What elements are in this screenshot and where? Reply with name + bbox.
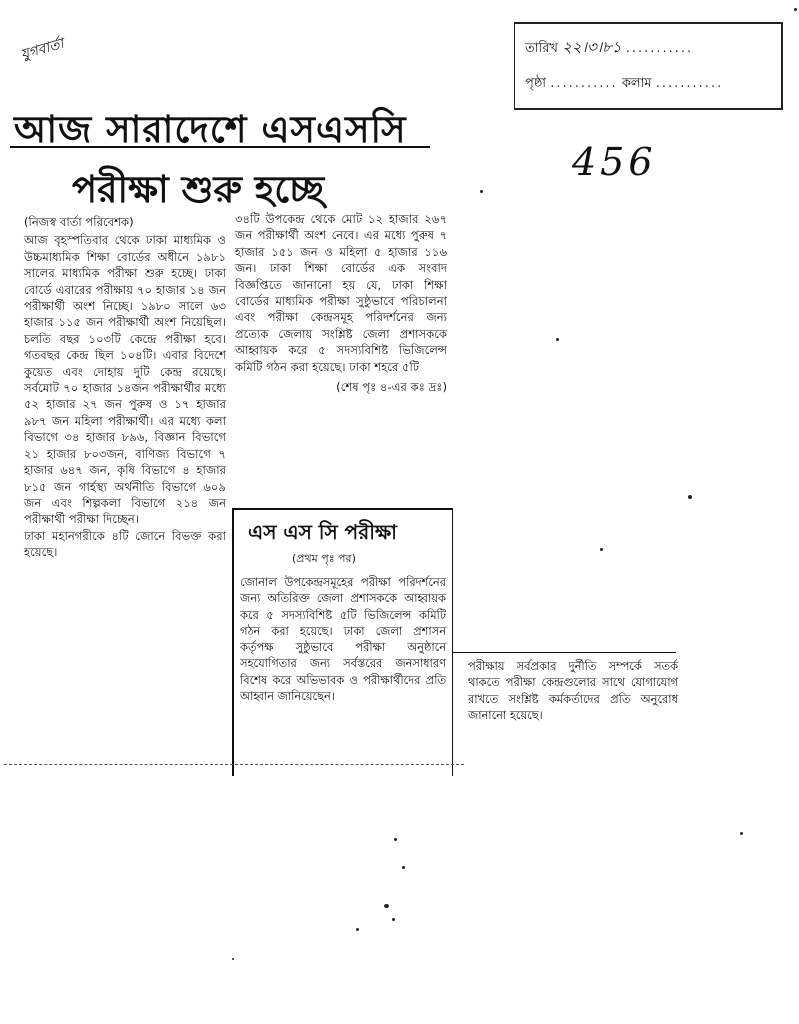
scan-speck	[394, 838, 397, 841]
continuation-box	[232, 508, 453, 776]
stamp-column-label: কলাম	[621, 76, 652, 91]
byline: (নিজস্ব বার্তা পরিবেশক)	[24, 215, 134, 229]
stamp-date-line	[525, 36, 693, 61]
column-4-divider	[452, 652, 676, 653]
continuation-title: এস এস সি পরীক্ষা	[248, 520, 397, 544]
headline-line-2: পরীক্ষা শুরু হচ্ছে	[72, 168, 325, 211]
reference-number: 456	[572, 140, 657, 184]
continued-note: (শেষ পৃঃ ৪-এর কঃ দ্রঃ)	[336, 380, 447, 395]
stamp-dots: ...........	[550, 76, 618, 91]
scan-speck	[480, 190, 483, 193]
scan-speck	[392, 918, 395, 921]
column-2-body: ৩৪টি উপকেন্দ্র থেকে মোট ১২ হাজার ২৬৭ জন পরীক্ষার্থী অংশ নেবে। এর মধ্যে পুরুষ ৭ হাজার ১৫১ জন ও মহিলা ৫ হাজার ১১৬ জন। ঢাকা শিক্ষা বোর্ডের এক সংবাদ বিজ্ঞপ্তিতে জানানো হয় যে, ঢাকা শিক্ষা বোর্ডের মাধ্যমিক পরীক্ষা সুষ্ঠুভাবে পরিচালনা এবং পরীক্ষা কেন্দ্রসমূহ পরিদর্শনের জন্য প্রত্যেক জেলায় সংশ্লিষ্ট জেলা প্রশাসককে আহ্বায়ক করে ৫ সদস্যবিশিষ্ট ভিজিলেন্স কমিটি গঠন করা হয়েছে। ঢাকা শহরে ৫টি	[235, 212, 447, 374]
column-4-body: পরীক্ষায় সর্বপ্রকার দুর্নীতি সম্পর্কে সতর্ক থাকতে পরীক্ষা কেন্দ্রগুলোর সাথে যোগাযোগ রাখতে সংশ্লিষ্ট কর্মকর্তাদের প্রতি অনুরোধ জানানো হয়েছে।	[468, 659, 678, 722]
article-column-4	[468, 658, 678, 723]
column-1-body: আজ বৃহস্পতিবার থেকে ঢাকা মাধ্যমিক ও উচ্চমাধ্যমিক শিক্ষা বোর্ডের অধীনে ১৯৮১ সালের মাধ্যমিক পরীক্ষা শুরু হচ্ছে। ঢাকা বোর্ডে এবারের পরীক্ষায় ৭০ হাজার ১৪ জন পরীক্ষার্থী অংশ নিচ্ছে। ১৯৮০ সালে ৬৩ হাজার ১১৫ জন পরীক্ষার্থী অংশ নিয়েছিল। চলতি বছর ১০৩টি কেন্দ্রে পরীক্ষা হবে। গতবছর কেন্দ্র ছিল ১০৪টি। এবার বিদেশে কুয়েত এবং দোহায় দুটি কেন্দ্র রয়েছে। সর্বমোট ৭০ হাজার ১৪জন পরীক্ষার্থীর মধ্যে ৫২ হাজার ২৭ জন পুরুষ ও ১৭ হাজার ৯৮৭ জন মহিলা পরীক্ষার্থী। এর মধ্যে কলা বিভাগে ৩৪ হাজার ৮৯৬, বিজ্ঞান বিভাগে ২১ হাজার ৮০৩জন, বাণিজ্য বিভাগে ৭ হাজার ৬৪৭ জন, কৃষি বিভাগে ৪ হাজার ৮১৫ জন গার্হস্থ্য অর্থনীতি বিভাগে ৬০৯ জন এবং শিল্পকলা বিভাগে ২১৪ জন পরীক্ষার্থী পরীক্ষা দিচ্ছেন।	[24, 233, 226, 527]
headline-line-1: আজ সারাদেশে এসএসসি	[14, 108, 407, 151]
scan-speck	[356, 928, 359, 931]
scan-speck	[402, 866, 405, 869]
scan-speck	[384, 904, 389, 908]
article-column-2	[235, 211, 447, 395]
scan-speck	[740, 832, 743, 835]
scan-speck	[600, 548, 603, 551]
stamp-date-value: ২২।৩।৮১	[562, 38, 622, 56]
article-column-1	[24, 214, 226, 561]
scan-speck	[556, 338, 559, 341]
stamp-page-label: পৃষ্ঠা	[525, 76, 547, 91]
continuation-subtitle: (প্রথম পৃঃ পর)	[292, 552, 356, 565]
stamp-page-line	[525, 74, 723, 95]
clipping-edge	[4, 764, 464, 765]
scan-speck	[794, 8, 797, 11]
scan-speck	[232, 958, 234, 960]
continuation-body: জোনাল উপকেন্দ্রসমূহের পরীক্ষা পরিদর্শনের জন্য অতিরিক্ত জেলা প্রশাসককে আহ্বায়ক করে ৫ সদস্যবিশিষ্ট ৫টি ভিজিলেন্স কমিটি গঠন করা হয়েছে। ঢাকা জেলা প্রশাসন কর্তৃপক্ষ সুষ্ঠুভাবে পরীক্ষা অনুষ্ঠানে সহযোগিতার জন্য সর্বস্তরের জনসাধারণ বিশেষ করে অভিভাবক ও পরীক্ষার্থীদের প্রতি আহ্বান জানিয়েছেন।	[240, 575, 446, 704]
stamp-dots: ...........	[655, 76, 724, 91]
stamp-dots: ...........	[625, 41, 694, 56]
column-1-body-2: ঢাকা মহানগরীকে ৪টি জোনে বিভক্ত করা হয়েছে।	[24, 528, 226, 560]
date-stamp	[514, 22, 783, 110]
headline-divider	[10, 146, 430, 148]
stamp-date-label: তারিখ	[525, 41, 558, 56]
scan-speck	[688, 495, 692, 499]
source-note: যুগবার্তা	[19, 35, 66, 64]
